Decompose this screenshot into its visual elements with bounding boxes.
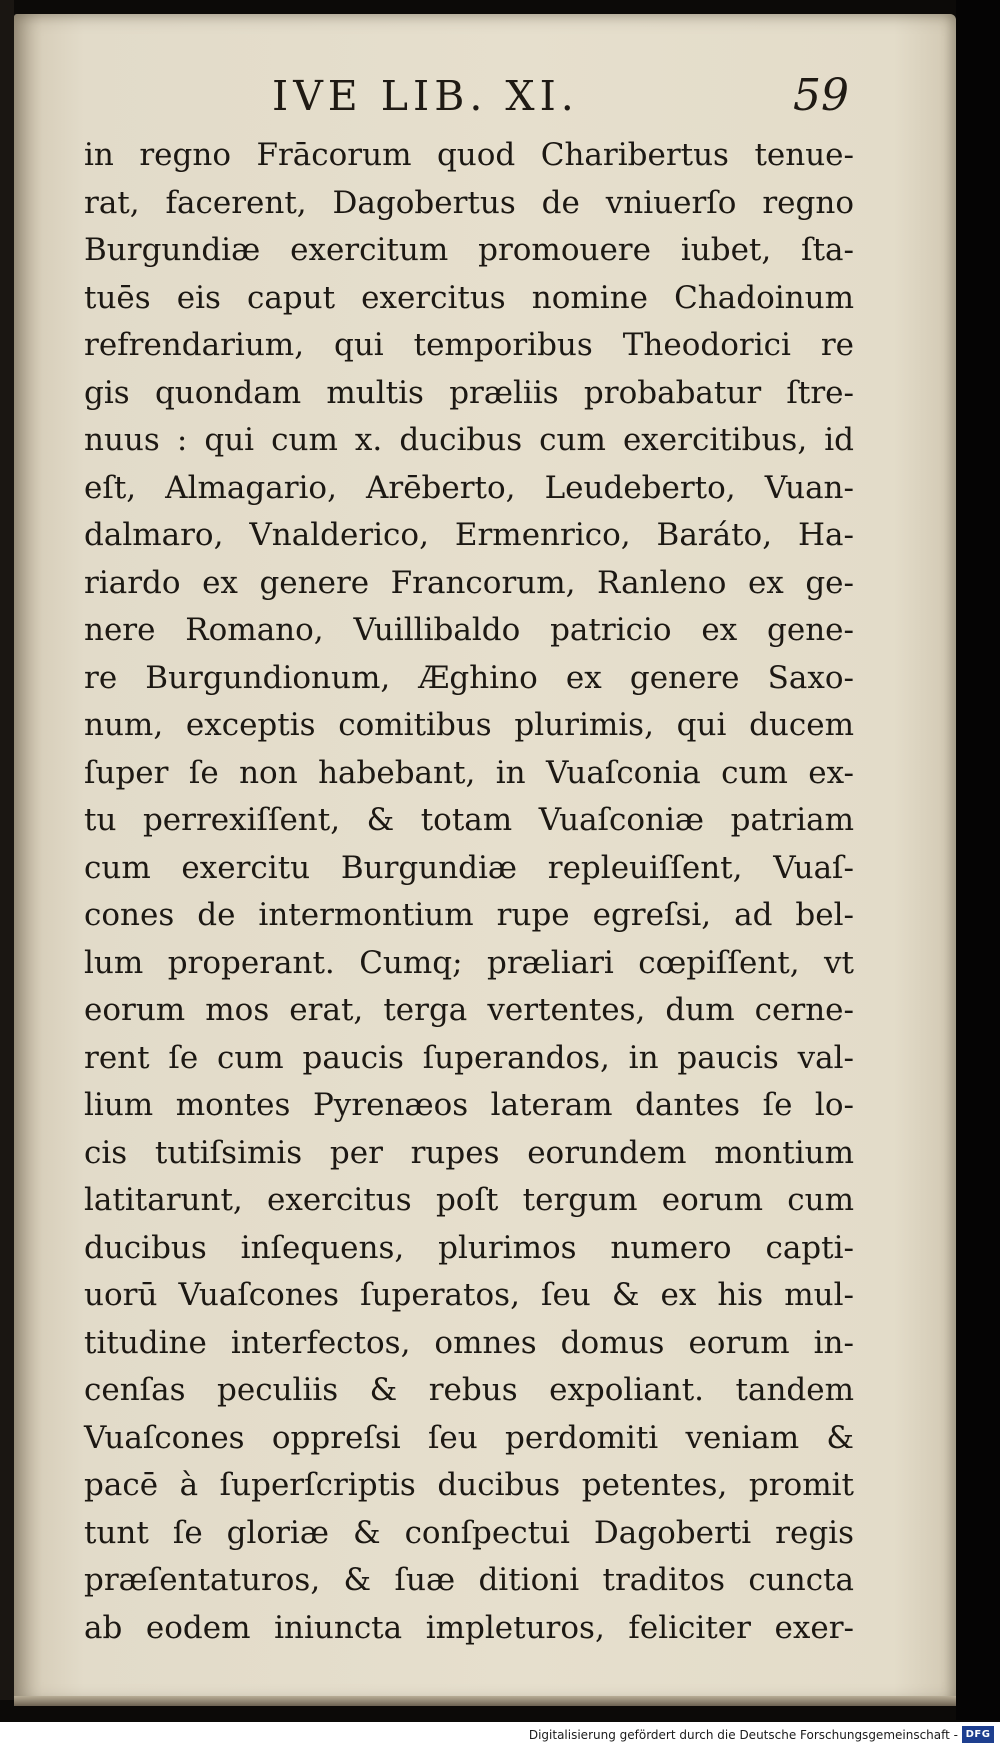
text-line: dalmaro, Vnalderico, Ermenrico, Baráto, Ha-	[84, 517, 854, 553]
text-line: lium montes Pyrenæos lateram dantes ſe lo-	[84, 1087, 854, 1123]
text-line: rat, facerent, Dagobertus de vniuerſo regno	[84, 184, 854, 221]
text-line: lum properant. Cumq; præliari cœpiſſent, vt	[84, 944, 854, 981]
text-line: rent ſe cum paucis ſuperandos, in paucis val-	[84, 1039, 854, 1076]
page-bottom-edge	[14, 1696, 956, 1706]
text-line: ab eodem iniuncta impleturos, feliciter exer-	[84, 1609, 854, 1646]
text-line: ducibus inſequens, plurimos numero capti-	[84, 1229, 854, 1266]
body-text	[84, 132, 854, 1652]
text-line: uorū Vuaſcones ſuperatos, ſeu & ex his mul-	[84, 1277, 854, 1313]
text-line: num, exceptis comitibus plurimis, qui ducem	[84, 707, 854, 743]
text-line: ſuper ſe non habebant, in Vuaſconia cum ex-	[84, 754, 854, 791]
footer-bar	[0, 1722, 1000, 1752]
text-line: tu perrexiſſent, & totam Vuaſconiæ patriam	[84, 802, 854, 838]
text-line: titudine interfectos, omnes domus eorum in-	[84, 1324, 854, 1361]
left-binding-shadow	[0, 0, 14, 1700]
book-page	[14, 14, 956, 1704]
text-line: tunt ſe gloriæ & conſpectui Dagoberti regis	[84, 1514, 854, 1551]
text-line: præſentaturos, & ſuæ ditioni traditos cuncta	[84, 1562, 854, 1598]
running-head: IVE LIB. XI.	[272, 72, 579, 120]
text-line: cis tutiſsimis per rupes eorundem montium	[84, 1134, 854, 1171]
text-line: tuēs eis caput exercitus nomine Chadoinum	[84, 279, 854, 316]
text-line: Vuaſcones oppreſsi ſeu perdomiti veniam &	[84, 1419, 854, 1456]
text-line: in regno Frācorum quod Charibertus tenue-	[84, 137, 854, 173]
text-line: eorum mos erat, terga vertentes, dum cerne-	[84, 992, 854, 1028]
text-line: latitarunt, exercitus poſt tergum eorum cum	[84, 1182, 854, 1218]
right-background	[956, 0, 1000, 1720]
text-line: gis quondam multis præliis probabatur ſtre-	[84, 374, 854, 411]
text-line: nuus : qui cum x. ducibus cum exercitibus, id	[84, 422, 854, 458]
text-line: cum exercitu Burgundiæ repleuiſſent, Vuaſ-	[84, 849, 854, 886]
text-line: cenſas peculiis & rebus expoliant. tandem	[84, 1372, 854, 1408]
page-number: 59	[793, 70, 849, 121]
text-line: riardo ex genere Francorum, Ranleno ex ge-	[84, 564, 854, 601]
dfg-logo: DFG	[962, 1726, 994, 1743]
text-line: refrendarium, qui temporibus Theodorici re	[84, 327, 854, 363]
text-line: re Burgundionum, Æghino ex genere Saxo-	[84, 659, 854, 696]
digitization-credit: Digitalisierung gefördert durch die Deutsche Forschungsgemeinschaft -	[528, 1728, 958, 1742]
text-line: pacē à ſuperſcriptis ducibus petentes, promit	[84, 1467, 854, 1503]
text-line: Burgundiæ exercitum promouere iubet, ſta-	[84, 232, 854, 268]
text-line: nere Romano, Vuillibaldo patricio ex gene-	[84, 612, 854, 648]
text-line: eſt, Almagario, Arēberto, Leudeberto, Vuan-	[84, 469, 854, 506]
text-line: cones de intermontium rupe egreſsi, ad bel-	[84, 897, 854, 933]
